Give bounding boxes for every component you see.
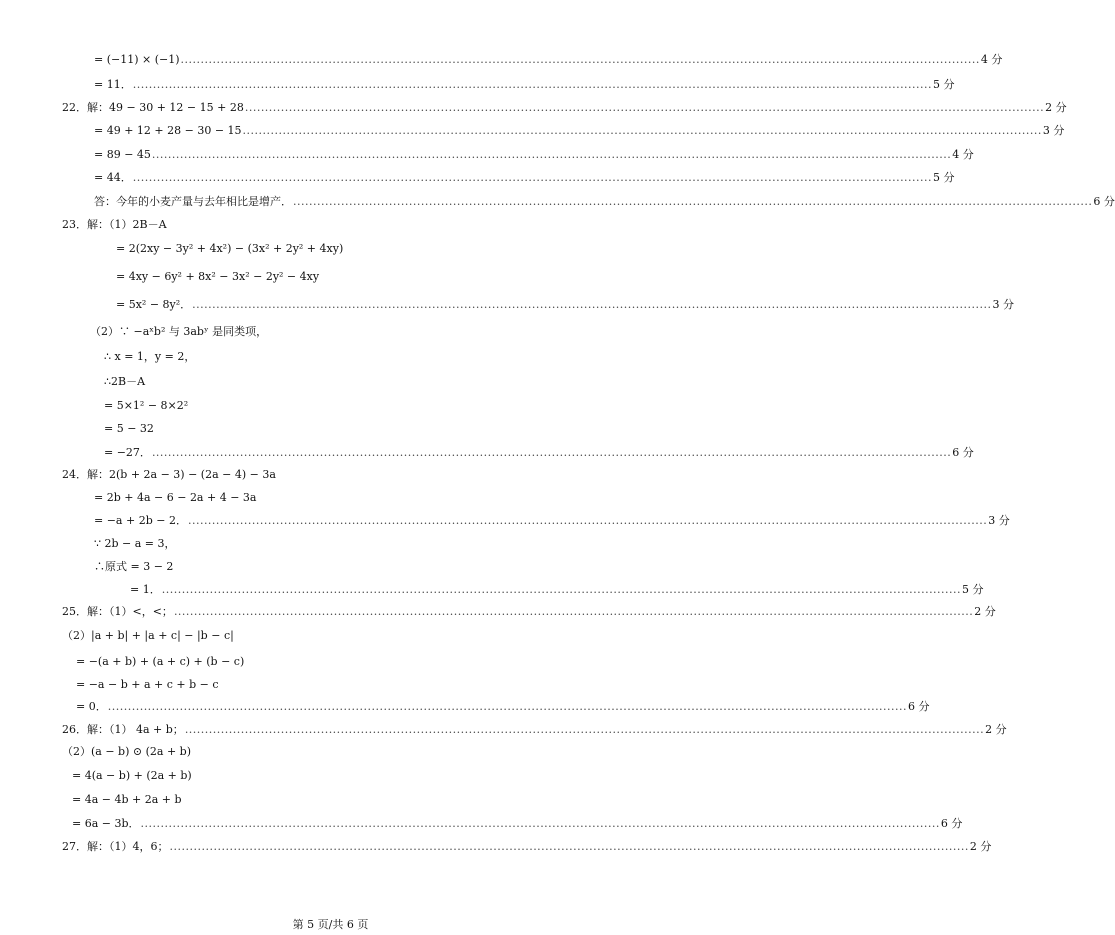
score-points: 4 分 (952, 148, 974, 161)
dot-leader: ........................................................................................................................................................................................................ (184, 723, 985, 736)
dot-leader: ........................................................................................................................................................................................................ (244, 101, 1045, 114)
scored-step-line (130, 583, 984, 597)
step-text: （2）|a + b| + |a + c| − |b − c| (62, 629, 234, 642)
step-text: 22．解：49 − 30 + 12 − 15 + 28 (62, 101, 244, 114)
solution-step-line (104, 375, 145, 389)
dot-leader: ........................................................................................................................................................................................................ (169, 840, 969, 853)
score-points: 3 分 (988, 514, 1010, 527)
solution-step-line (76, 655, 244, 669)
scored-step-line (94, 171, 955, 185)
score-points: 6 分 (1093, 195, 1115, 208)
step-text: = 5 − 32 (104, 422, 154, 435)
step-text: = 2b + 4a − 6 − 2a + 4 − 3a (94, 491, 257, 504)
step-text: = 11． (94, 78, 132, 91)
scored-step-line (94, 124, 1065, 138)
solution-step-line (62, 745, 191, 759)
solution-step-line (76, 678, 219, 692)
scored-step-line (62, 101, 1067, 115)
step-text: ∵ 2b − a = 3， (94, 537, 176, 550)
step-text: = 4xy − 6y² + 8x² − 3x² − 2y² − 4xy (116, 270, 320, 283)
dot-leader: ........................................................................................................................................................................................................ (293, 195, 1093, 208)
step-text: = −27． (104, 446, 151, 459)
dot-leader: ........................................................................................................................................................................................................ (132, 171, 933, 184)
solution-step-line (72, 769, 192, 783)
step-text: = 1． (130, 583, 161, 596)
score-points: 5 分 (933, 171, 955, 184)
solution-step-line (104, 422, 154, 436)
dot-leader: ........................................................................................................................................................................................................ (107, 700, 908, 713)
step-text: 24．解：2(b + 2a − 3) − (2a − 4) − 3a (62, 468, 276, 481)
step-text: 26．解：（1） 4a + b； (62, 723, 184, 736)
score-points: 2 分 (985, 723, 1007, 736)
solution-step-line (90, 325, 267, 339)
step-text: = 5x² − 8y²． (116, 298, 192, 311)
solution-step-line (116, 270, 319, 284)
solution-step-line (94, 537, 176, 551)
step-text: = 49 + 12 + 28 − 30 − 15 (94, 124, 242, 137)
step-text: = 89 − 45 (94, 148, 151, 161)
step-text: = −a + 2b − 2． (94, 514, 187, 527)
step-text: = 6a − 3b． (72, 817, 140, 830)
scored-step-line (62, 723, 1007, 737)
solution-step-line (62, 468, 276, 482)
dot-leader: ........................................................................................................................................................................................................ (187, 514, 988, 527)
step-text: = 4(a − b) + (2a + b) (72, 769, 192, 782)
step-text: = −(a + b) + (a + c) + (b − c) (76, 655, 245, 668)
score-points: 2 分 (974, 605, 996, 618)
scored-step-line (94, 78, 955, 92)
solution-step-line (104, 399, 188, 413)
step-text: = −a − b + a + c + b − c (76, 678, 219, 691)
score-points: 6 分 (952, 446, 974, 459)
step-text: （2）(a − b) ⊙ (2a + b) (62, 745, 191, 758)
dot-leader: ........................................................................................................................................................................................................ (151, 446, 952, 459)
scored-step-line (94, 148, 974, 162)
solution-step-line (62, 629, 234, 643)
score-points: 5 分 (933, 78, 955, 91)
score-points: 2 分 (1045, 101, 1067, 114)
step-text: = (−11) × (−1) (94, 53, 180, 66)
score-points: 2 分 (969, 840, 992, 853)
scored-step-line (104, 446, 974, 460)
step-text: 23．解：（1）2B－A (62, 218, 167, 231)
dot-leader: ........................................................................................................................................................................................................ (180, 53, 980, 66)
step-text: = 5×1² − 8×2² (104, 399, 189, 412)
scored-step-line (76, 700, 930, 714)
dot-leader: ........................................................................................................................................................................................................ (132, 78, 933, 91)
step-text: = 4a − 4b + 2a + b (72, 793, 182, 806)
dot-leader: ........................................................................................................................................................................................................ (151, 148, 952, 161)
step-text: = 44． (94, 171, 132, 184)
score-points: 5 分 (962, 583, 984, 596)
scored-step-line (62, 840, 992, 854)
scored-step-line (94, 514, 1010, 528)
dot-leader: ........................................................................................................................................................................................................ (140, 817, 940, 830)
scored-step-line (116, 298, 1014, 312)
solution-step-line (72, 793, 182, 807)
score-points: 6 分 (908, 700, 930, 713)
step-text: = 2(2xy − 3y² + 4x²) − (3x² + 2y² + 4xy) (116, 242, 344, 255)
step-text: 25．解：（1）<，<； (62, 605, 173, 618)
solution-step-line (94, 560, 173, 574)
page-footer: 第 5 页/共 6 页 (292, 918, 369, 931)
step-text: 27．解：（1）4，6； (62, 840, 169, 853)
scored-step-line (62, 605, 996, 619)
step-text: = 0． (76, 700, 107, 713)
solution-step-line (104, 350, 195, 364)
dot-leader: ........................................................................................................................................................................................................ (161, 583, 962, 596)
dot-leader: ........................................................................................................................................................................................................ (242, 124, 1042, 137)
scored-step-line (94, 195, 1115, 209)
score-points: 3 分 (1042, 124, 1065, 137)
dot-leader: ........................................................................................................................................................................................................ (192, 298, 992, 311)
score-points: 4 分 (980, 53, 1003, 66)
score-points: 6 分 (940, 817, 963, 830)
step-text: ∴2B－A (104, 375, 146, 388)
score-points: 3 分 (992, 298, 1014, 311)
scored-step-line (94, 53, 1003, 67)
solution-step-line (116, 242, 343, 256)
step-text: ∴原式 = 3 − 2 (94, 560, 174, 573)
step-text: ∴ x = 1，y = 2， (104, 350, 196, 363)
step-text: （2）∵ −aˣb² 与 3abʸ 是同类项， (90, 325, 268, 338)
solution-step-line (62, 218, 167, 232)
dot-leader: ........................................................................................................................................................................................................ (173, 605, 974, 618)
solution-step-line (94, 491, 256, 505)
scored-step-line (72, 817, 963, 831)
step-text: 答：今年的小麦产量与去年相比是增产． (94, 195, 292, 208)
